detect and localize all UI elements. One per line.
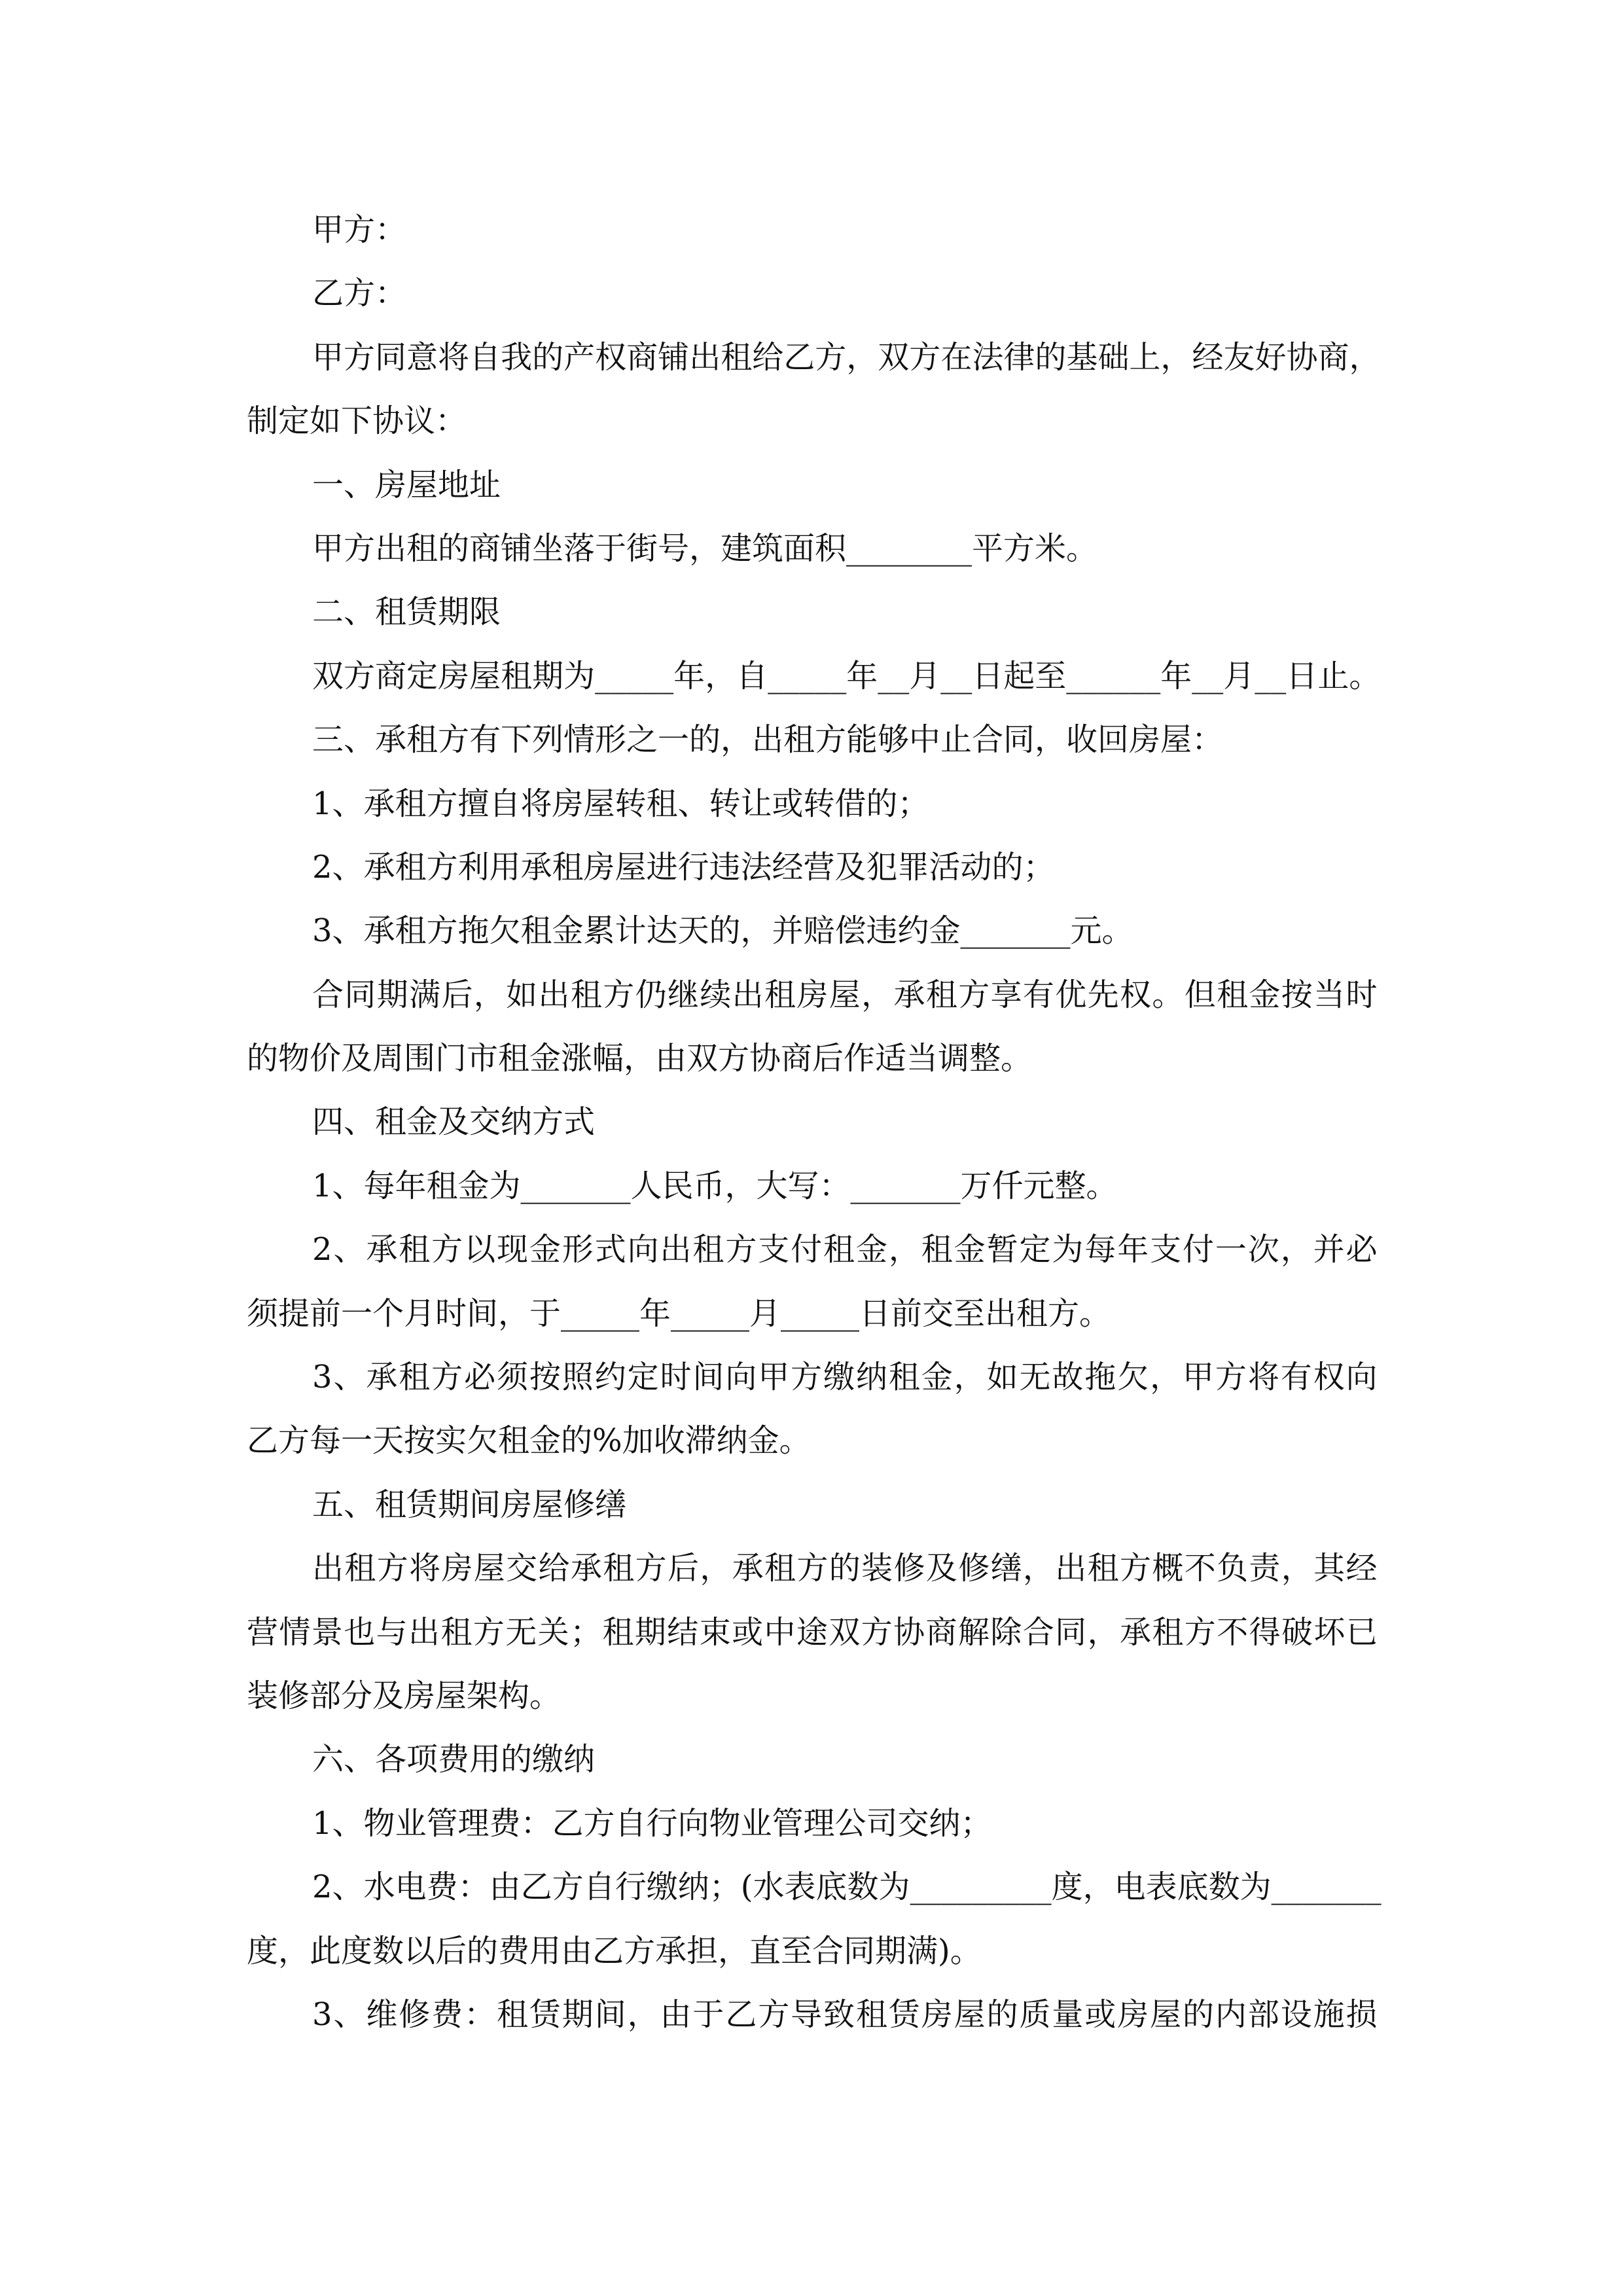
text-line: 2、承租方利用承租房屋进行违法经营及犯罪活动的； (312, 848, 1055, 886)
text-line: 六、各项费用的缴纳 (312, 1741, 596, 1778)
text-line: 合 同 期 满 后 ， 如 出 租 方 仍 继 续 出 租 房 屋 ， 承 租 方 享 有 优 先 权 。 但 租 金 按 当 时 (312, 976, 1378, 1013)
text-line: 五、租赁期间房屋修缮 (312, 1486, 627, 1523)
text-line: 须提前一个月时间，于_____年_____月_____日前交至出租方。 (247, 1295, 1111, 1332)
text-line: 1、承租方擅自将房屋转租、转让或转借的； (312, 785, 929, 822)
text-line: 2 、 水 电 费 ： 由 乙 方 自 行 缴 纳 ； ( 水 表 底 数 为 _ _ _ _ _ _ _ _ _ 度 ， 电 表 底 数 为 _ _ _ _ _ _ _ (312, 1869, 1382, 1906)
text-line: 乙方： (312, 275, 407, 312)
text-line: 制定如下协议： (247, 403, 467, 440)
text-line: 营 情 景 也 与 出 租 方 无 关 ； 租 期 结 束 或 中 途 双 方 协 商 解 除 合 同 ， 承 租 方 不 得 破 坏 已 (247, 1613, 1378, 1651)
text-line: 一、房屋地址 (312, 466, 501, 503)
text-line: 三、承租方有下列情形之一的，出租方能够中止合同，收回房屋： (312, 721, 1224, 759)
text-line: 出 租 方 将 房 屋 交 给 承 租 方 后 ， 承 租 方 的 装 修 及 修 缮 ， 出 租 方 概 不 负 责 ， 其 经 (312, 1550, 1378, 1587)
text-line: 双 方 商 定 房 屋 租 期 为 _ _ _ _ _ 年 ， 自 _ _ _ _ _ 年 _ _ 月 _ _ 日 起 至 _ _ _ _ _ _ 年 _ _ 月 _ _ 日 止 。 (312, 657, 1381, 694)
text-line: 甲 方 同 意 将 自 我 的 产 权 商 铺 出 租 给 乙 方 ， 双 方 在 法 律 的 基 础 上 ， 经 友 好 协 商 ， (312, 338, 1381, 376)
text-line: 装修部分及房屋架构。 (247, 1677, 562, 1714)
text-line: 的物价及周围门市租金涨幅，由双方协商后作适当调整。 (247, 1040, 1033, 1077)
text-line: 2 、 承 租 方 以 现 金 形 式 向 出 租 方 支 付 租 金 ， 租 金 暂 定 为 每 年 支 付 一 次 ， 并 必 (312, 1231, 1378, 1268)
text-line: 度，此度数以后的费用由乙方承担，直至合同期满)。 (247, 1932, 982, 1969)
text-line: 1、每年租金为_______人民币，大写：_______万仟元整。 (312, 1167, 1118, 1204)
text-line: 3 、 维 修 费 ： 租 赁 期 间 ， 由 于 乙 方 导 致 租 赁 房 屋 的 质 量 或 房 屋 的 内 部 设 施 损 (312, 1996, 1378, 2033)
text-line: 3、承租方拖欠租金累计达天的，并赔偿违约金_______元。 (312, 912, 1133, 950)
document-body (247, 198, 1382, 2047)
text-line: 3 、 承 租 方 必 须 按 照 约 定 时 间 向 甲 方 缴 纳 租 金 ， 如 无 故 拖 欠 ， 甲 方 将 有 权 向 (312, 1359, 1378, 1396)
text-line: 甲方出租的商铺坐落于街号，建筑面积________平方米。 (312, 529, 1098, 567)
text-line: 四、租金及交纳方式 (312, 1103, 596, 1141)
text-line: 甲方： (312, 211, 407, 248)
text-line: 乙方每一天按实欠租金的%加收滞纳金。 (247, 1422, 811, 1460)
text-line: 1、物业管理费：乙方自行向物业管理公司交纳； (312, 1804, 992, 1842)
text-line: 二、租赁期限 (312, 594, 501, 631)
